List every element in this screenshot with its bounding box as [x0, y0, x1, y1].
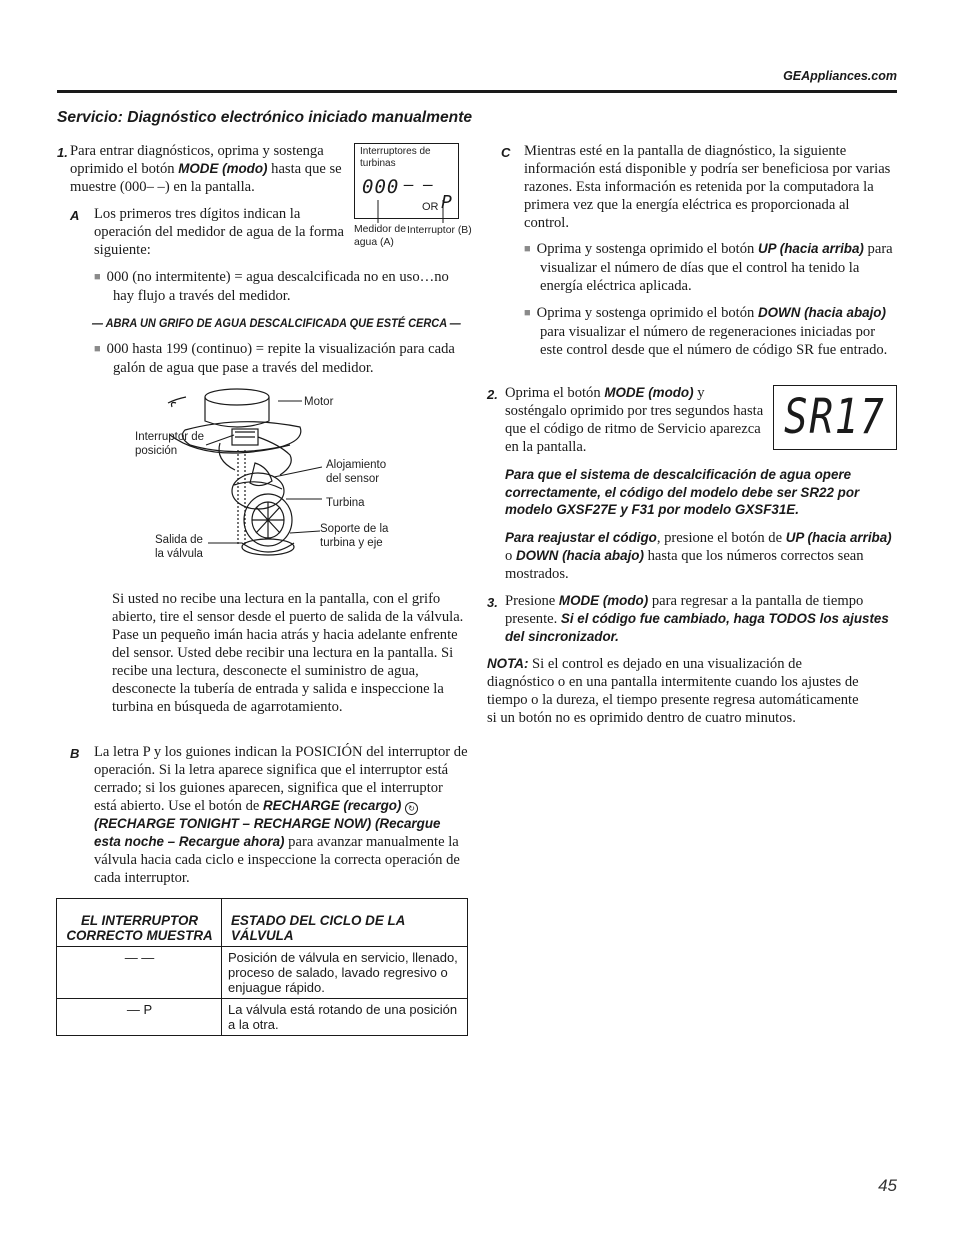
water-meter-label: Medidor de agua (A)	[354, 224, 406, 248]
item-c-letter: C	[501, 145, 511, 160]
item-a-text: Los primeros tres dígitos indican la operación del medidor de agua de la forma siguiente:	[94, 206, 345, 258]
display-dashes: – –	[404, 175, 433, 194]
item-a-bullet-1: ■ 000 (no intermitente) = agua descalcificada no en uso…no hay flujo a través del medidor.	[94, 268, 464, 305]
position-switch-label: Interruptor de posición	[135, 431, 205, 457]
table-row: — P La válvula está rotando de una posición a la otra.	[57, 999, 468, 1036]
sensor-housing-label: Alojamiento del sensor	[326, 459, 387, 485]
step-2-text: Oprima el botón MODE (modo) y sosténgalo oprimido por tres segundos hasta que el código de ritmo de Servicio aparezca en la pantalla.	[505, 385, 764, 455]
display-leader-lines	[354, 192, 469, 224]
sr-code-display	[773, 385, 897, 450]
open-faucet-callout: — ABRA UN GRIFO DE AGUA DESCALCIFICADA QUE ESTÉ CERCA —	[92, 316, 461, 330]
turbine-label: Turbina	[326, 497, 365, 509]
turbine-support-label: Soporte de la turbina y eje	[320, 523, 389, 549]
item-b-text: La letra P y los guiones indican la POSICIÓN del interruptor de operación. Si la letra aparece significa que el interruptor está cerrado; si los guiones aparecen, significa que el interruptor está abierto. Use el botón de RECHARGE (recargo) ↻ (RECHARGE TONIGHT – RECHARGE NOW) (Recargue esta noche – Recargue ahora) para avanzar manualmente la válvula hacia cada ciclo e inspeccione la correcta operación de cada interruptor.	[94, 744, 468, 886]
display-p: P	[441, 192, 452, 213]
page-number: 45	[878, 1176, 897, 1195]
table-row: — — Posición de válvula en servicio, llenado, proceso de salado, lavado regresivo o enjuague rápido.	[57, 947, 468, 999]
mode-button-ref-3: MODE (modo)	[558, 593, 649, 608]
sr-code-value: SR17	[784, 389, 886, 445]
step-3-number: 3.	[487, 595, 498, 610]
section-title: Servicio: Diagnóstico electrónico iniciado manualmente	[57, 109, 473, 126]
up-button-ref: UP (hacia arriba)	[757, 241, 864, 256]
table-header-cycle: ESTADO DEL CICLO DE LA VÁLVULA	[222, 899, 468, 947]
mode-button-ref: MODE (modo)	[178, 161, 268, 176]
timeout-note: NOTA: Si el control es dejado en una visualización de diagnóstico o en una pantalla intermitente cuando los ajustes de tiempo o la dureza, el tiempo presente regresa automáticamente si un botón no es oprimido dentro de cuatro minutos.	[487, 656, 859, 726]
down-button-ref: DOWN (hacia abajo)	[757, 305, 886, 320]
valve-outlet-label: Salida de la válvula	[155, 534, 203, 560]
mode-button-ref-2: MODE (modo)	[604, 385, 694, 400]
step-3-text: Presione MODE (modo) para regresar a la pantalla de tiempo presente. Si el código fue cambiado, haga TODOS los ajustes del sincronizador.	[505, 593, 889, 644]
step-1-text: Para entrar diagnósticos, oprima y sostenga oprimido el botón MODE (modo) hasta que se muestre (000– –) en la pantalla.	[70, 143, 342, 195]
table-header-switch: EL INTERRUPTOR CORRECTO MUESTRA	[57, 899, 222, 947]
item-a-letter: A	[70, 208, 80, 223]
model-code-note: Para que el sistema de descalcificación de agua opere correctamente, el código del modelo debe ser SR22 por modelo GXSF27E y F31 por modelo GXSF31E.	[505, 467, 860, 517]
item-b-letter: B	[70, 746, 80, 761]
item-a-bullet-2: ■ 000 hasta 199 (continuo) = repite la visualización para cada galón de agua que pase a través del medidor.	[94, 340, 464, 377]
step-1-number: 1.	[57, 145, 68, 160]
motor-label: Motor	[304, 396, 334, 408]
or-label: OR	[422, 201, 439, 213]
reset-code-text: Para reajustar el código, presione el botón de UP (hacia arriba) o DOWN (hacia abajo) hasta que los números correctos sean mostrados.	[505, 530, 892, 582]
item-c-text: Mientras esté en la pantalla de diagnóstico, la siguiente información está disponible y podría ser beneficiosa por varias razones. Esta información es retenida por la computadora la primera vez que la energía eléctrica es proporcionada al control.	[524, 143, 891, 231]
header-rule	[57, 90, 897, 93]
item-c-bullet-1: ■ Oprima y sostenga oprimido el botón UP (hacia arriba) para visualizar el número de días que el control ha tenido la energía eléctrica aplicada.	[524, 240, 894, 295]
item-c-bullet-2: ■ Oprima y sostenga oprimido el botón DOWN (hacia abajo) para visualizar el número de regeneraciones iniciadas por este control desde que el número de código SR fue entrado.	[524, 304, 894, 359]
recharge-button-ref: RECHARGE (recargo)	[263, 798, 402, 813]
switch-status-table	[56, 898, 468, 1036]
no-reading-paragraph: Si usted no recibe una lectura en la pantalla, con el grifo abierto, tire el sensor desde el puerto de salida de la válvula. Pase un pequeño imán hacia atrás y hacia adelante enfrente del sensor. Usted debe recibir una lectura en la pantalla. Si recibe una lectura, desconecte el suministro de agua, desconecte la tubería de entrada y salida e inspeccione la turbina en búsqueda de agarrotamiento.	[112, 591, 464, 715]
display-digits: 000	[362, 176, 400, 198]
note-label: NOTA:	[487, 656, 529, 671]
site-url: GEAppliances.com	[783, 69, 897, 83]
step-2-number: 2.	[487, 387, 498, 402]
recharge-tonight-now-ref: (RECHARGE TONIGHT – RECHARGE NOW) (Recargue esta noche – Recargue ahora)	[94, 816, 441, 849]
switch-b-label: Interruptor (B)	[407, 225, 472, 236]
turbine-switches-label: Interruptores de turbinas	[360, 146, 431, 169]
recharge-icon: ↻	[405, 802, 418, 815]
